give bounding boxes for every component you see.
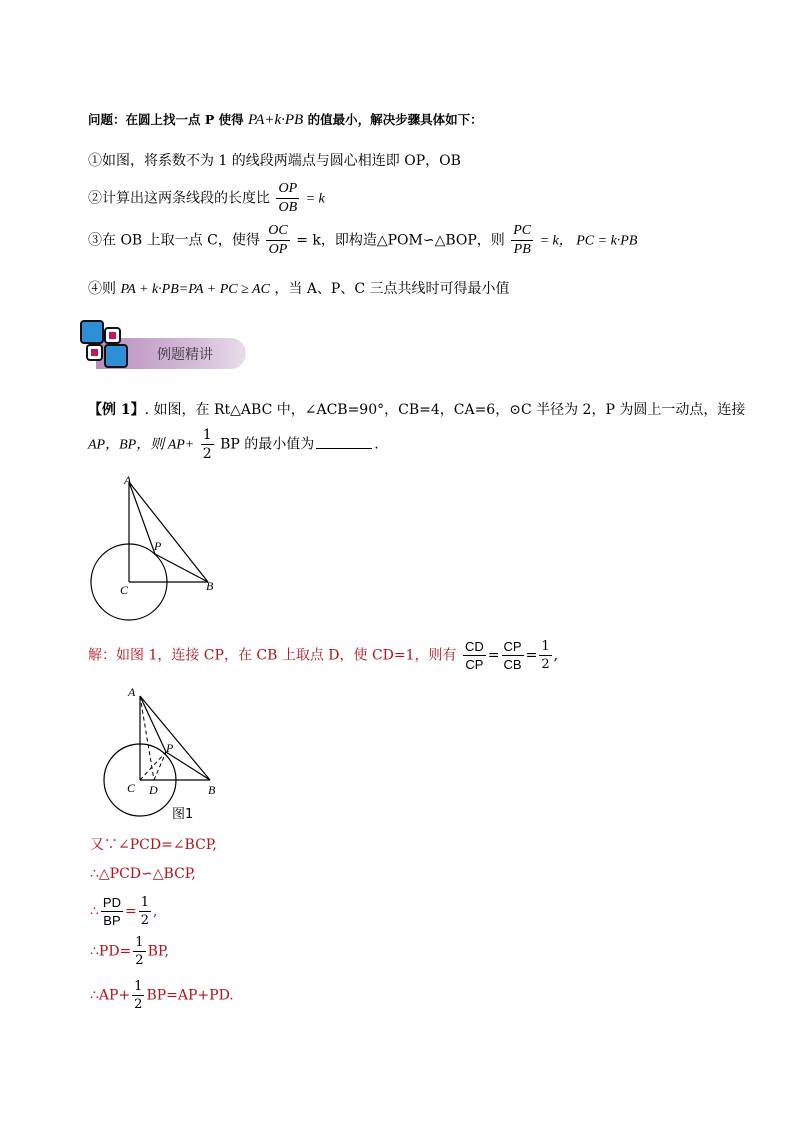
- example-text-1: . 如图，在 Rt△ABC 中，∠ACB=90°，CB=4，CA=6，⊙C 半径为 2，P 为圆上一动点，连接: [144, 402, 746, 418]
- banner-title: 例题精讲: [157, 347, 213, 363]
- step2-l4-suffix: BP,: [147, 943, 169, 960]
- solution-fraction-3: [539, 640, 551, 671]
- step-4-expr: PA + k·PB=PA + PC ≥ AC: [120, 282, 270, 297]
- step-3-numerator-2: PC: [511, 224, 533, 241]
- example-text-2-prefix: AP，BP，则 AP+: [88, 437, 195, 453]
- fig1-label-b: B: [208, 783, 216, 797]
- step2-l4-den: 2: [135, 953, 144, 968]
- question-prefix: 问题：在圆上找一点 P 使得: [88, 112, 244, 127]
- solution-f3-den: 2: [541, 657, 550, 672]
- step-2-numerator: OP: [276, 182, 299, 199]
- solution-f1-num: CD: [465, 639, 484, 654]
- step2-l4-num: 1: [135, 935, 144, 950]
- fig1-label-p: P: [166, 741, 174, 755]
- fig1-caption: 图1: [172, 807, 194, 822]
- step2-line-2: ∴△PCD∽△BCP,: [90, 866, 196, 882]
- question-expr: PA+k·PB: [247, 112, 304, 128]
- step-2-suffix: = k: [305, 191, 325, 207]
- label-p: P: [154, 539, 162, 553]
- problem-figure: [80, 472, 230, 632]
- solution-f1-den: CP: [465, 657, 484, 672]
- answer-blank[interactable]: [316, 448, 372, 449]
- solution-f3-num: 1: [541, 639, 550, 654]
- step2-l4-half: [133, 936, 145, 967]
- step2-l5-prefix: ∴AP+: [90, 987, 131, 1004]
- step-3: [88, 224, 637, 257]
- step-3-suffix: = k， PC = k·PB: [539, 233, 638, 249]
- solution-eq-2: =: [525, 647, 538, 664]
- solution-f2-num: CP: [503, 639, 522, 654]
- step-1: ①如图，将系数不为 1 的线段两端点与圆心相连即 OP，OB: [88, 153, 461, 169]
- step2-line-1: 又∵∠PCD=∠BCP,: [90, 837, 217, 853]
- solution-eq-1: =: [487, 647, 500, 664]
- example-half-den: 2: [202, 446, 212, 462]
- step2-l3-den: BP: [103, 913, 121, 928]
- step2-l3-tail: ,: [153, 903, 158, 920]
- solution-tail: ,: [553, 647, 559, 664]
- solution-line: [88, 640, 558, 671]
- example-tag: 【例 1】: [88, 402, 145, 418]
- step2-l3-half: [139, 896, 151, 927]
- step-4: [88, 278, 510, 298]
- step2-line-5: [90, 980, 234, 1011]
- example-text-2-mid: BP 的最小值为: [220, 436, 315, 453]
- fig1-label-d: D: [149, 783, 158, 797]
- step-3-fraction-1: [266, 224, 289, 257]
- step2-l5-den: 2: [134, 997, 143, 1012]
- example-line-1: [88, 399, 745, 419]
- solution-fraction-1: [463, 640, 486, 671]
- label-c: C: [120, 583, 129, 597]
- step-3-fraction-2: [511, 224, 533, 257]
- step-4-prefix: ④则: [88, 281, 116, 297]
- step2-l3-eq: =: [124, 903, 137, 920]
- example-text-2-end: .: [374, 436, 379, 453]
- step2-l5-half: [132, 980, 144, 1011]
- pink-square-icon-2: [86, 344, 103, 361]
- step2-l3-prefix: ∴: [90, 903, 99, 920]
- step-2-fraction: [276, 182, 299, 215]
- step2-l5-suffix: BP=AP+PD.: [146, 987, 234, 1004]
- step-2-text: ②计算出这两条线段的长度比: [88, 190, 270, 207]
- solution-intro: 解：如图 1，连接 CP，在 CB 上取点 D，使 CD=1，则有: [88, 647, 457, 664]
- solution-f2-den: CB: [503, 657, 522, 672]
- example-half-fraction: [201, 428, 214, 461]
- step-2: [88, 182, 325, 215]
- example-half-num: 1: [202, 427, 212, 443]
- example-line-2: [88, 428, 379, 461]
- step2-line-4: [90, 936, 169, 967]
- step-3-mid: = k，即构造△POM∽△BOP，则: [296, 232, 505, 249]
- step-3-denominator-2: PB: [513, 242, 531, 257]
- step2-l3-num: PD: [102, 895, 121, 910]
- label-a: A: [124, 473, 132, 487]
- step2-l3-half-den: 2: [140, 913, 149, 928]
- fig1-label-a: A: [128, 685, 136, 699]
- step2-l5-num: 1: [134, 979, 143, 994]
- label-b: B: [206, 579, 214, 593]
- step-3-denominator-1: OP: [268, 242, 288, 257]
- pink-square-icon: [104, 327, 121, 344]
- question-suffix: 的值最小，解决步骤具体如下：: [307, 112, 483, 127]
- step-2-denominator: OB: [278, 200, 298, 215]
- step2-l4-prefix: ∴PD=: [90, 943, 132, 960]
- step2-l3-fraction: [101, 896, 123, 927]
- step2-l3-half-num: 1: [140, 895, 149, 910]
- figure-1: [98, 682, 228, 824]
- step2-line-3: [90, 896, 157, 927]
- step-3-numerator-1: OC: [266, 224, 289, 241]
- step-3-text: ③在 OB 上取一点 C，使得: [88, 232, 260, 249]
- blue-square-icon-2: [104, 344, 128, 368]
- solution-fraction-2: [502, 640, 524, 671]
- question-line: [88, 110, 483, 129]
- fig1-label-c: C: [127, 781, 136, 795]
- blue-square-icon: [80, 320, 104, 344]
- step-4-suffix: ，当 A、P、C 三点共线时可得最小值: [274, 281, 510, 297]
